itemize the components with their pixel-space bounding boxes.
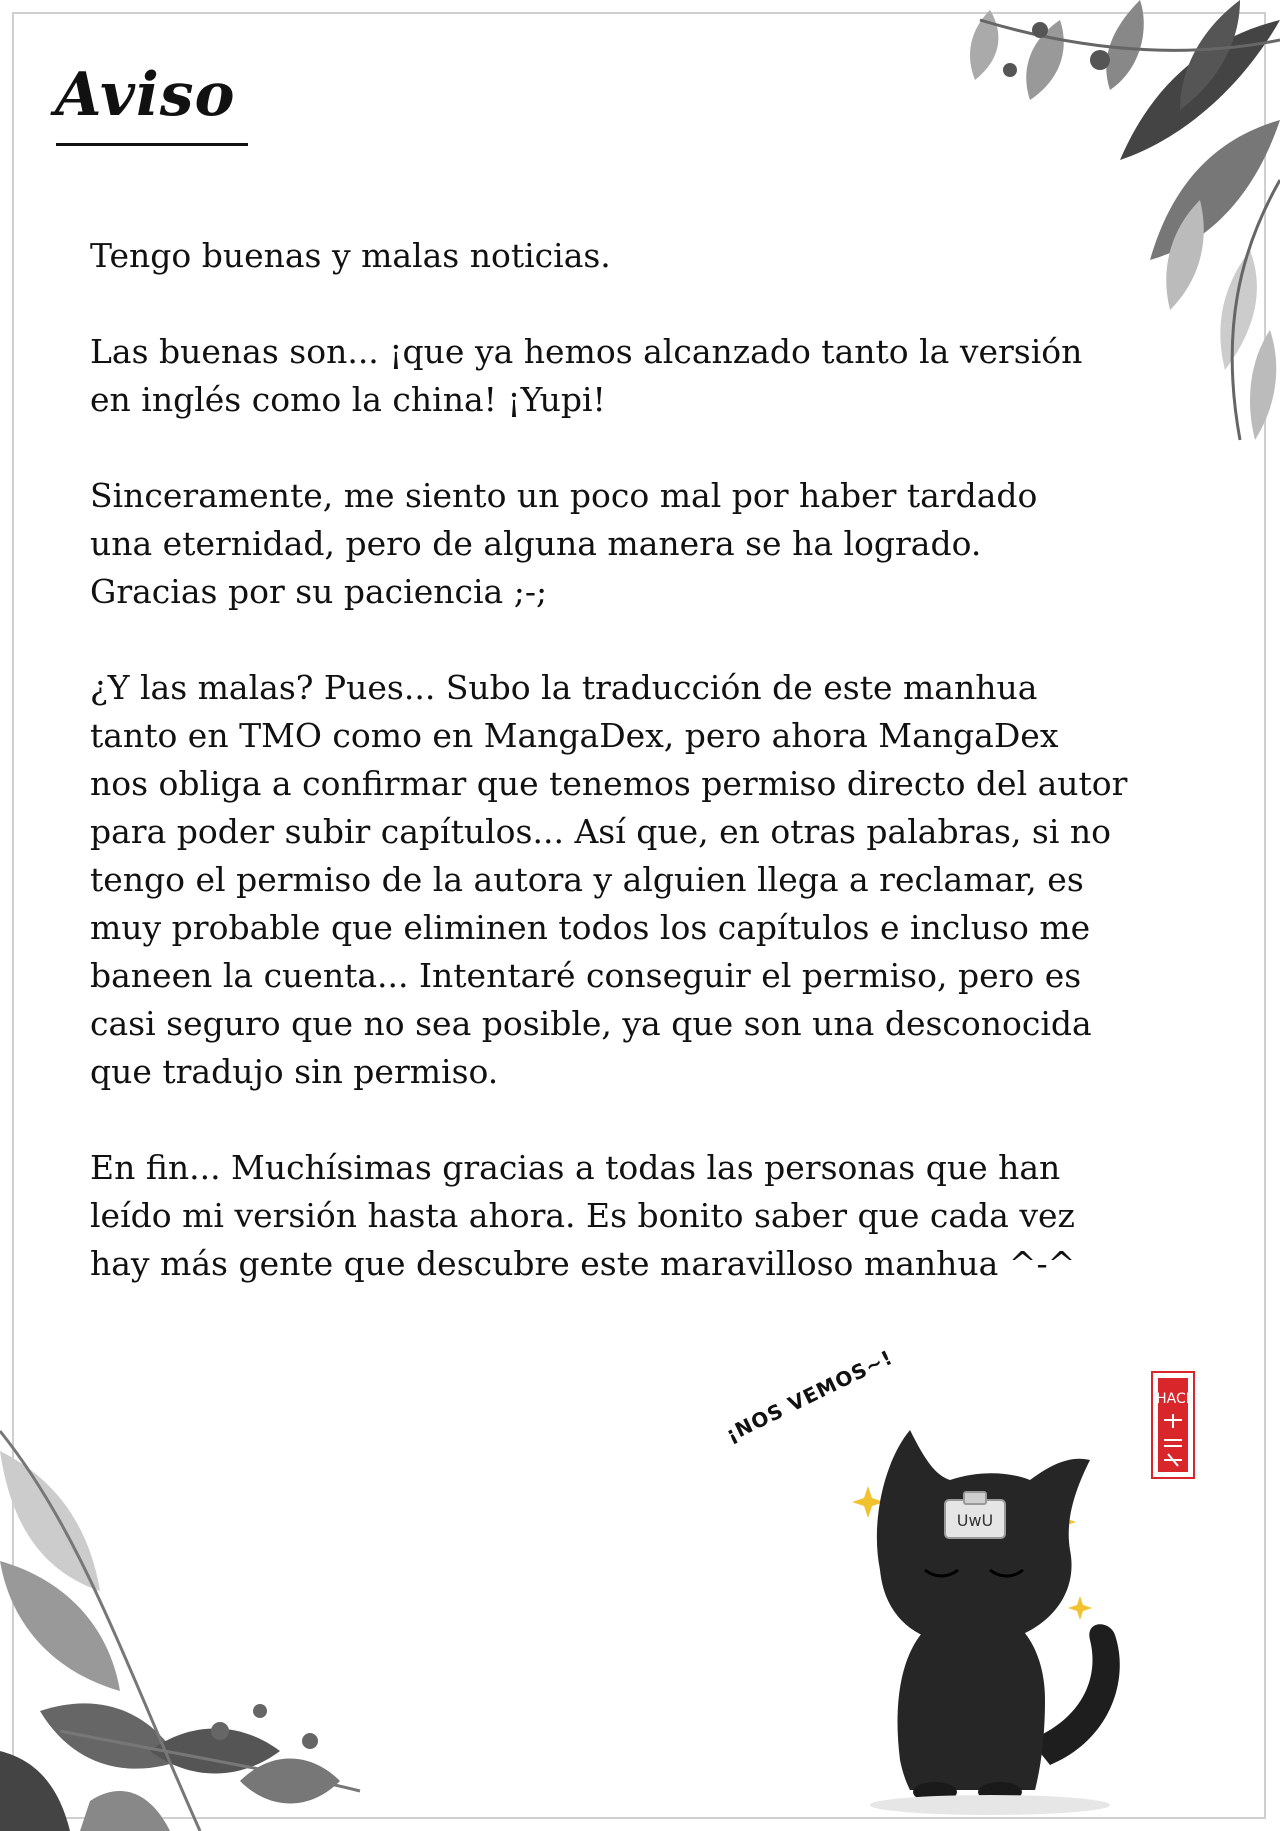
notice-body — [90, 232, 1200, 1336]
paragraph-5 — [90, 1144, 1200, 1288]
text-line: En fin... Muchísimas gracias a todas las personas que han — [90, 1148, 1061, 1187]
text-line: hay más gente que descubre este maravilloso manhua ^-^ — [90, 1244, 1076, 1283]
text-line: Sinceramente, me siento un poco mal por haber tardado — [90, 476, 1038, 515]
text-line: leído mi versión hasta ahora. Es bonito saber que cada vez — [90, 1196, 1075, 1235]
paragraph-1 — [90, 232, 1200, 280]
red-seal-icon — [1150, 1370, 1196, 1480]
paragraph-2 — [90, 328, 1200, 424]
title-underline — [56, 143, 248, 146]
text-line: que tradujo sin permiso. — [90, 1052, 499, 1091]
paragraph-4 — [90, 664, 1200, 1096]
text-line: baneen la cuenta... Intentaré conseguir el permiso, pero es — [90, 956, 1082, 995]
text-line: para poder subir capítulos... Así que, en otras palabras, si no — [90, 812, 1112, 851]
text-line: Tengo buenas y malas noticias. — [90, 236, 611, 275]
text-line: muy probable que eliminen todos los capítulos e incluso me — [90, 908, 1091, 947]
black-cat-icon — [840, 1420, 1180, 1820]
text-line: una eternidad, pero de alguna manera se ha logrado. — [90, 524, 982, 563]
uwu-tag-text: UwU — [956, 1511, 994, 1530]
seal-char: HACI — [1156, 1391, 1190, 1407]
text-line: ¿Y las malas? Pues... Subo la traducción de este manhua — [90, 668, 1038, 707]
text-line: nos obliga a confirmar que tenemos permiso directo del autor — [90, 764, 1128, 803]
text-line: Las buenas son... ¡que ya hemos alcanzado tanto la versión — [90, 332, 1083, 371]
sticker-caption: ¡NOS VEMOS~! — [722, 1344, 897, 1447]
paragraph-3 — [90, 472, 1200, 616]
text-line: tanto en TMO como en MangaDex, pero ahora MangaDex — [90, 716, 1059, 755]
text-line: tengo el permiso de la autora y alguien llega a reclamar, es — [90, 860, 1084, 899]
text-line: Gracias por su paciencia ;-; — [90, 572, 548, 611]
text-line: en inglés como la china! ¡Yupi! — [90, 380, 606, 419]
page-title: Aviso — [55, 60, 236, 130]
leaf-decoration-bottom-left-icon — [0, 1331, 500, 1831]
text-line: casi seguro que no sea posible, ya que son una desconocida — [90, 1004, 1092, 1043]
